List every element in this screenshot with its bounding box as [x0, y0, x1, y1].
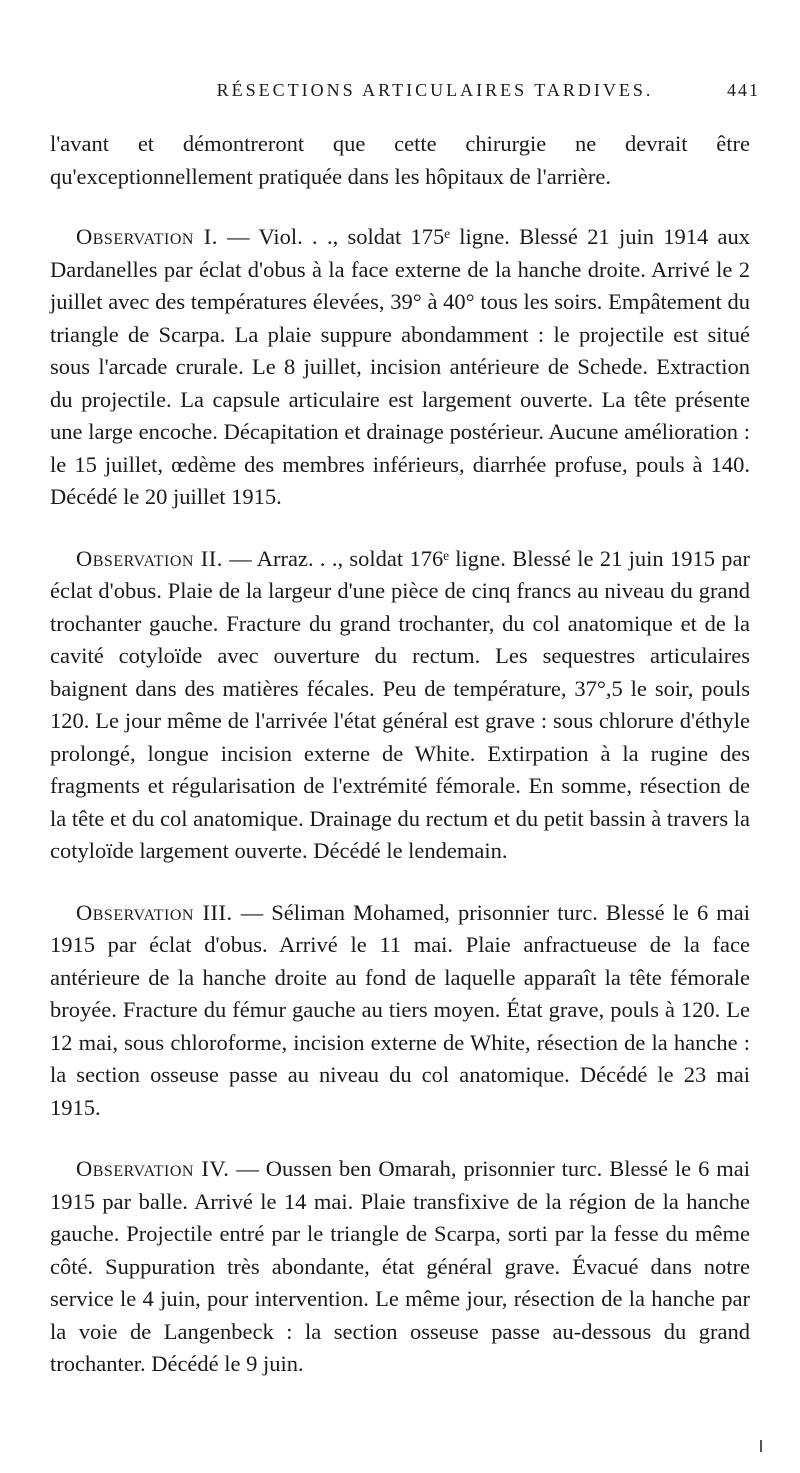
observation-label: Observation II.	[76, 545, 223, 571]
observation-text: — Séliman Mohamed, prisonnier turc. Blessé le 6 mai 1915 par éclat d'obus. Arrivé le 11 mai. Plaie anfractueuse de la face antérieure de la hanche droite au fond de laquelle apparaît la tête fémorale broyée. Fracture du fémur gauche au tiers moyen. État grave, pouls à 120. Le 12 mai, sous chloroforme, incision externe de White, résection de la hanche : la section osseuse passe au niveau du col anatomique. Décédé le 23 mai 1915.	[50, 899, 751, 1120]
running-title: RÉSECTIONS ARTICULAIRES TARDIVES.	[216, 80, 654, 100]
page-number: 441	[727, 80, 760, 100]
scan-mark	[760, 1440, 762, 1452]
observation-text: — Oussen ben Omarah, prisonnier turc. Blessé le 6 mai 1915 par balle. Arrivé le 14 mai. Plaie transfixive de la région de la hanche gauche. Projectile entré par le triangle de Scarpa, sorti par la fesse du même côté. Suppuration très abondante, état général grave. Évacué dans notre service le 4 juin, pour intervention. Le même jour, résection de la hanche par la voie de Langenbeck : la section osseuse passe au-dessous du grand trochanter. Décédé le 9 juin.	[50, 1156, 751, 1376]
intro-paragraph: l'avant et démontreront que cette chirurgie ne devrait être qu'exceptionnellement pratiquée dans les hôpitaux de l'arrière.	[50, 131, 750, 189]
observation-text: — Viol. . ., soldat 175ᵉ ligne. Blessé 21 juin 1914 aux Dardanelles par éclat d'obus à la face externe de la hanche droite. Arrivé le 2 juillet avec des températures élevées, 39° à 40° tous les soirs. Empâtement du triangle de Scarpa. La plaie suppure abondamment : le projectile est situé sous l'arcade crurale. Le 8 juillet, incision antérieure de Schede. Extraction du projectile. La capsule articulaire est largement ouverte. La tête présente une large encoche. Décapitation et drainage postérieur. Aucune amélioration : le 15 juillet, œdème des membres inférieurs, diarrhée profuse, pouls à 140. Décédé le 20 juillet 1915.	[50, 224, 750, 509]
observation-1	[50, 221, 750, 514]
observation-3	[50, 897, 750, 1125]
observation-2	[50, 543, 750, 868]
observation-label: Observation I.	[76, 224, 218, 249]
page-header	[50, 80, 760, 114]
page-body	[50, 128, 750, 1410]
observation-4	[50, 1153, 750, 1381]
observation-label: Observation III.	[76, 899, 233, 925]
observation-label: Observation IV.	[76, 1156, 230, 1181]
observation-text: — Arraz. . ., soldat 176ᵉ ligne. Blessé le 21 juin 1915 par éclat d'obus. Plaie de la largeur d'une pièce de cinq francs au niveau du grand trochanter gauche. Fracture du grand trochanter, du col anatomique et de la cavité cotyloïde avec ouverture du rectum. Les sequestres articulaires baignent dans des matières fécales. Peu de température, 37°,5 le soir, pouls 120. Le jour même de l'arrivée l'état général est grave : sous chlorure d'éthyle prolongé, longue incision externe de White. Extirpation à la rugine des fragments et régularisation de l'extrémité fémorale. En somme, résection de la tête et du col anatomique. Drainage du rectum et du petit bassin à travers la cotyloïde largement ouverte. Décédé le lendemain.	[50, 545, 750, 863]
